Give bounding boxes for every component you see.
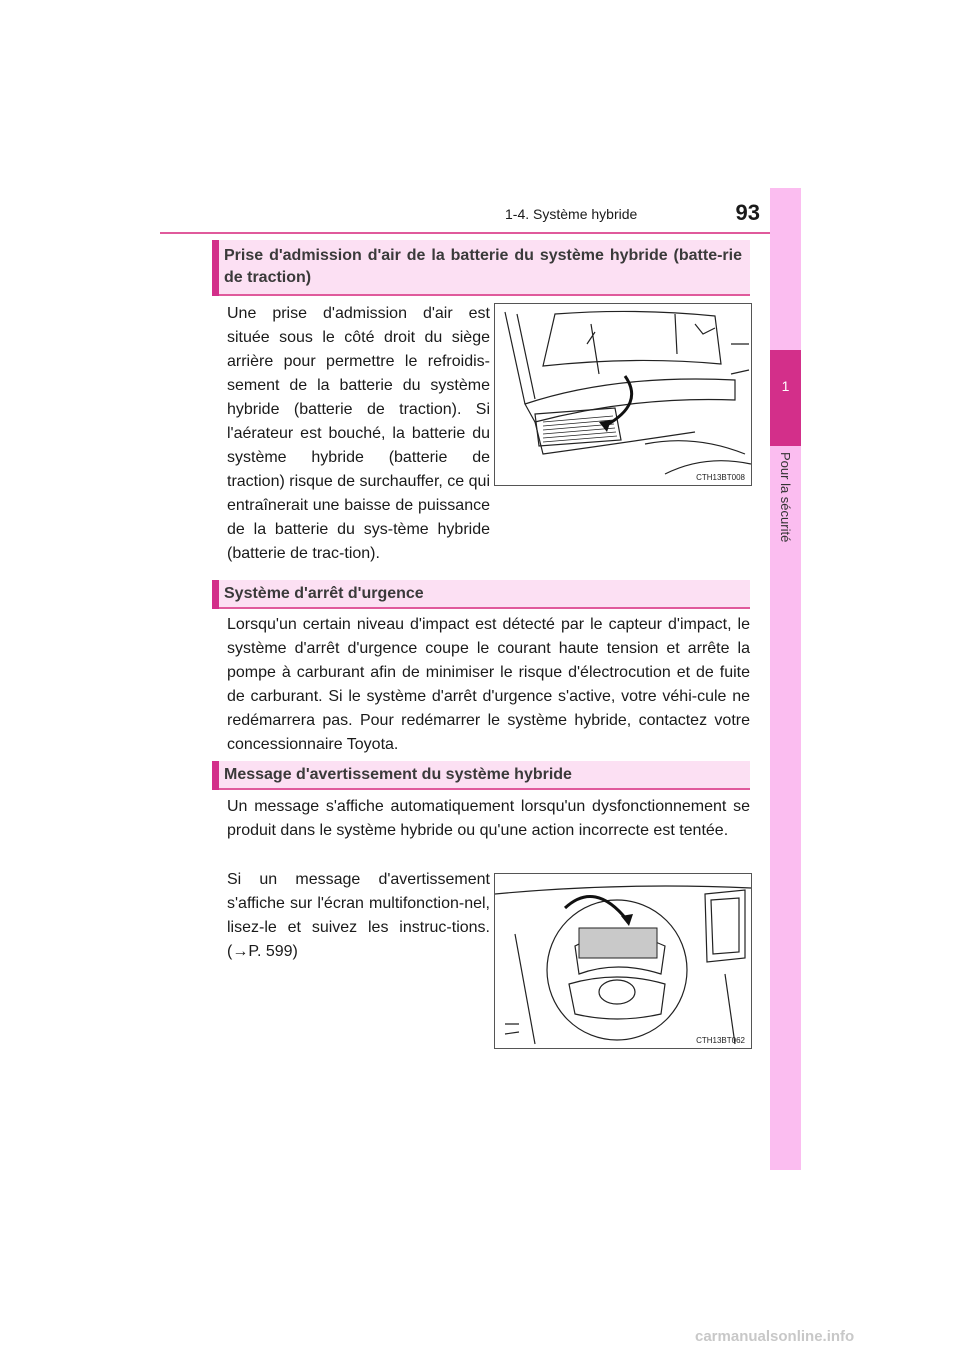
chapter-side-tab (770, 188, 801, 1170)
header-rule (160, 232, 800, 234)
emergency-shutoff-paragraph: Lorsqu'un certain niveau d'impact est détecté par le capteur d'impact, le système d'arrêt d'urgence coupe le courant haute tension et arrête la pompe à carburant afin de minimiser le risque d'électrocution et de fuite de carburant. Si le système d'arrêt d'urgence s'active, votre véhi-cule ne redémarrera pas. Pour redémarrer le système hybride, contactez votre concessionnaire Toyota. (227, 616, 750, 753)
air-intake-paragraph: Une prise d'admission d'air est située sous le côté droit du siège arrière pour permettre le refroidis-sement de la batterie du système hybride (batterie de traction). Si l'aérateur est bouché, la batterie du système hybride (batterie de traction) risque de surchauffer, ce qui entraînerait une baisse de puissance de la batterie du sys-tème hybride (batterie de trac-tion). (227, 305, 490, 562)
rear-seat-drawing (495, 304, 751, 485)
heading-warning-message-text: Message d'avertissement du système hybride (224, 766, 572, 783)
figure-code: CTH13BT062 (696, 1036, 745, 1045)
page-number: 93 (735, 200, 760, 225)
section-title: 1-4. Système hybride (505, 206, 638, 222)
heading-air-intake (212, 240, 750, 296)
warning-message-paragraph: Un message s'affiche automatiquement lorsqu'un dysfonctionnement se produit dans le système hybride ou qu'une action incorrecte est tentée. (227, 798, 750, 839)
figure-code: CTH13BT008 (696, 473, 745, 482)
warning-message-instructions: Si un message d'avertissement s'affiche sur l'écran multifonction-nel, lisez-le et suivez les instruc-tions. (→P. 599) (227, 871, 490, 960)
heading-emergency-shutoff-text: Système d'arrêt d'urgence (224, 585, 424, 602)
chapter-number: 1 (781, 378, 790, 394)
heading-emergency-shutoff (212, 580, 750, 609)
heading-warning-message (212, 761, 750, 790)
chapter-tab-marker (770, 350, 801, 446)
dashboard-display-illustration (494, 873, 752, 1049)
rear-seat-air-intake-illustration (494, 303, 752, 486)
chapter-title: Pour la sécurité (778, 452, 793, 543)
dashboard-drawing (495, 874, 751, 1048)
watermark: carmanualsonline.info (695, 1328, 855, 1345)
heading-air-intake-text: Prise d'admission d'air de la batterie du système hybride (batte-rie de traction) (224, 247, 742, 286)
